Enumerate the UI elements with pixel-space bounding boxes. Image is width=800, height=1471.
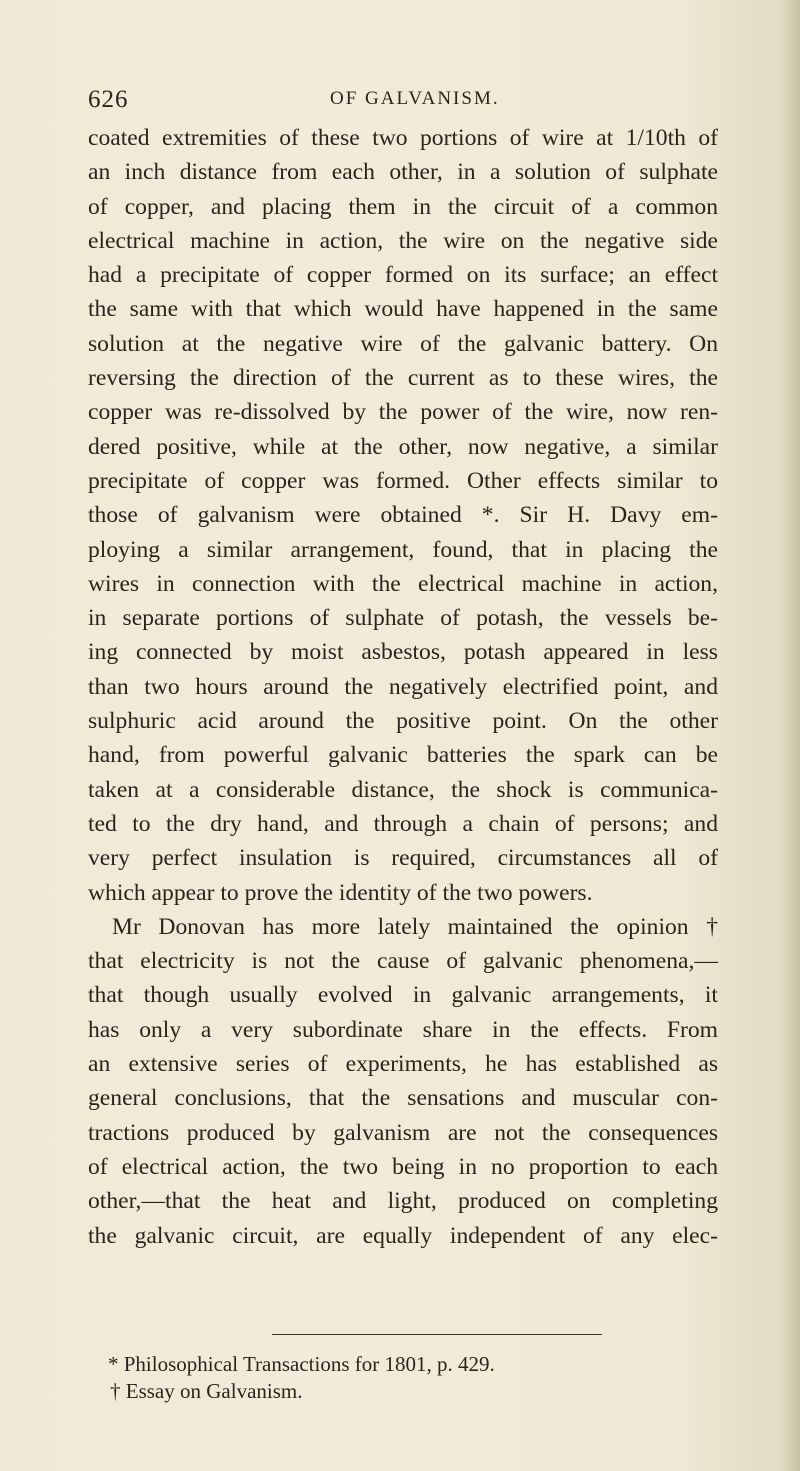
text-line: copper was re-dissolved by the power of the wire, now ren- (88, 399, 718, 426)
footnote: * Philosophical Transactions for 1801, p. 429. (108, 1352, 495, 1376)
text-line: solution at the negative wire of the galvanic battery. On (88, 330, 718, 357)
body-text (88, 121, 718, 1253)
footnotes (108, 1351, 668, 1405)
text-line: had a precipitate of copper formed on its surface; an effect (88, 262, 718, 289)
text-line: of electrical action, the two being in no proportion to each (88, 1153, 718, 1180)
text-line: ing connected by moist asbestos, potash appeared in less (88, 639, 718, 666)
text-line: wires in connection with the electrical machine in action, (88, 570, 718, 597)
text-line: has only a very subordinate share in the effects. From (88, 1016, 718, 1043)
text-line: tractions produced by galvanism are not the consequences (88, 1119, 718, 1146)
text-line: reversing the direction of the current as to these wires, the (88, 365, 718, 392)
text-line: which appear to prove the identity of the two powers. (88, 879, 593, 906)
running-head: OF GALVANISM. (330, 88, 500, 109)
text-line: very perfect insulation is required, circumstances all of (88, 845, 718, 872)
page-header (88, 78, 708, 118)
text-line: the same with that which would have happened in the same (88, 296, 718, 323)
text-line: coated extremities of these two portions of wire at 1/10th of (88, 125, 718, 151)
text-line: an inch distance from each other, in a solution of sulphate (88, 159, 718, 186)
text-line: precipitate of copper was formed. Other effects similar to (88, 467, 718, 494)
text-line: dered positive, while at the other, now negative, a similar (88, 433, 718, 460)
text-line: hand, from powerful galvanic batteries the spark can be (88, 742, 718, 769)
text-line: ted to the dry hand, and through a chain of persons; and (88, 810, 718, 837)
text-line: those of galvanism were obtained *. Sir H. Davy em- (88, 502, 718, 529)
text-line: other,—that the heat and light, produced on completing (88, 1188, 718, 1215)
text-line: that electricity is not the cause of galvanic phenomena,— (88, 948, 718, 975)
text-line: in separate portions of sulphate of potash, the vessels be- (88, 605, 718, 632)
page-edge-shadow (782, 0, 800, 1471)
footnote: † Essay on Galvanism. (110, 1379, 303, 1403)
text-line: general conclusions, that the sensations and muscular con- (88, 1085, 718, 1112)
text-line: that though usually evolved in galvanic arrangements, it (88, 982, 718, 1009)
text-line: than two hours around the negatively electrified point, and (88, 673, 718, 700)
text-line: the galvanic circuit, are equally independent of any elec- (88, 1222, 718, 1249)
text-line: of copper, and placing them in the circuit of a common (88, 193, 718, 220)
text-line: electrical machine in action, the wire on the negative side (88, 227, 718, 254)
text-line: Mr Donovan has more lately maintained the opinion † (112, 913, 718, 940)
text-line: sulphuric acid around the positive point. On the other (88, 708, 718, 735)
page-number: 626 (88, 86, 129, 113)
footnote-divider (272, 1334, 602, 1335)
text-line: an extensive series of experiments, he has established as (88, 1051, 718, 1078)
text-line: taken at a considerable distance, the shock is communica- (88, 776, 718, 803)
text-line: ploying a similar arrangement, found, that in placing the (88, 536, 718, 563)
